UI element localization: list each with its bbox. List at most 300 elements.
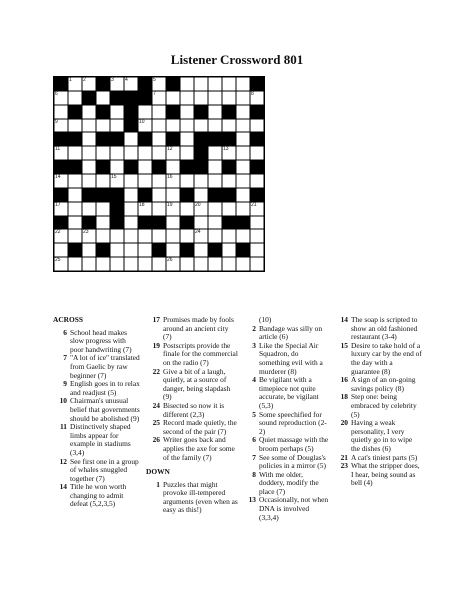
grid-cell[interactable] bbox=[236, 91, 250, 105]
grid-cell[interactable] bbox=[208, 119, 222, 133]
clue-item bbox=[334, 419, 422, 453]
grid-cell[interactable] bbox=[194, 243, 208, 257]
grid-cell[interactable] bbox=[222, 146, 236, 160]
grid-cell[interactable] bbox=[166, 229, 180, 243]
clue-item-number: 16 bbox=[340, 375, 348, 385]
black-square bbox=[110, 91, 124, 105]
clue-item bbox=[53, 458, 141, 484]
grid-cell[interactable] bbox=[236, 257, 250, 271]
clue-item-text: "A lot of ice" translated from Gaelic by raw beginner (7) bbox=[70, 353, 140, 380]
grid-cell[interactable] bbox=[222, 202, 236, 216]
black-square bbox=[124, 91, 138, 105]
grid-cell[interactable] bbox=[68, 174, 82, 188]
black-square bbox=[152, 243, 166, 257]
black-square bbox=[138, 216, 152, 230]
grid-cell[interactable] bbox=[124, 229, 138, 243]
grid-cell[interactable] bbox=[180, 119, 194, 133]
black-square bbox=[138, 91, 152, 105]
grid-cell[interactable] bbox=[110, 174, 124, 188]
clue-item-number: 14 bbox=[340, 315, 348, 324]
clue-number: 7 bbox=[153, 90, 156, 97]
grid-cell[interactable] bbox=[138, 160, 152, 174]
grid-cell[interactable] bbox=[236, 132, 250, 146]
clue-number: 22 bbox=[55, 229, 61, 236]
grid-cell[interactable] bbox=[96, 216, 110, 230]
clue-item-text: Desire to take hold of a luxury car by the end of the day with a guarantee (8) bbox=[351, 340, 422, 376]
clue-column-3 bbox=[242, 316, 330, 522]
grid-cell[interactable] bbox=[180, 77, 194, 91]
clue-item-text: What the stripper does, I hear, being sound as bell (4) bbox=[351, 461, 420, 488]
clue-item-number: 6 bbox=[63, 327, 67, 337]
clue-item-text: See first one in a group of whales snuggled together (7) bbox=[70, 456, 139, 483]
black-square bbox=[110, 202, 124, 216]
grid-cell[interactable] bbox=[138, 146, 152, 160]
grid-cell[interactable] bbox=[124, 146, 138, 160]
black-square bbox=[54, 77, 68, 91]
clue-number: 9 bbox=[55, 118, 58, 125]
black-square bbox=[138, 77, 152, 91]
clue-item-text: Chairman's unusual belief that governments should be abolished (9) bbox=[70, 396, 140, 423]
black-square bbox=[82, 91, 96, 105]
grid-cell[interactable] bbox=[96, 91, 110, 105]
grid-cell[interactable] bbox=[96, 119, 110, 133]
clue-item-number: 10 bbox=[59, 396, 67, 406]
clue-number: 23 bbox=[83, 229, 89, 236]
grid-cell[interactable] bbox=[250, 229, 264, 243]
clue-item-number: 6 bbox=[252, 435, 256, 445]
clue-item-text: Bandage was silly on article (6) bbox=[259, 323, 323, 342]
clue-item bbox=[146, 436, 238, 462]
grid-cell[interactable] bbox=[166, 91, 180, 105]
grid-cell[interactable] bbox=[236, 229, 250, 243]
clue-number: 21 bbox=[251, 201, 257, 208]
black-square bbox=[110, 132, 124, 146]
grid-cell[interactable] bbox=[82, 146, 96, 160]
clue-item bbox=[53, 483, 141, 509]
grid-cell[interactable] bbox=[110, 229, 124, 243]
black-square bbox=[250, 188, 264, 202]
grid-cell[interactable] bbox=[250, 91, 264, 105]
clue-item-text: Bisected so now it is different (2,3) bbox=[163, 400, 225, 419]
grid-cell[interactable] bbox=[138, 243, 152, 257]
clue-number: 10 bbox=[139, 118, 145, 125]
clue-item-text: Record made quietly, the second of the pair (7) bbox=[163, 418, 237, 436]
grid-cell[interactable] bbox=[124, 243, 138, 257]
clue-column-1 bbox=[53, 316, 141, 509]
grid-cell[interactable] bbox=[180, 257, 194, 271]
grid-cell[interactable] bbox=[152, 229, 166, 243]
black-square bbox=[222, 160, 236, 174]
clue-item bbox=[334, 462, 422, 488]
grid-cell[interactable] bbox=[152, 188, 166, 202]
grid-cell[interactable] bbox=[124, 77, 138, 91]
grid-cell[interactable] bbox=[152, 257, 166, 271]
clue-item-text: A sign of an on-going savings policy (8) bbox=[351, 375, 416, 393]
clue-item bbox=[334, 316, 422, 342]
clue-item-number: 8 bbox=[252, 469, 256, 479]
grid-cell[interactable] bbox=[236, 119, 250, 133]
clue-number: 17 bbox=[55, 201, 61, 208]
clue-item-text: The soap is scripted to show an old fashioned restaurant (3-4) bbox=[351, 315, 418, 342]
grid-cell[interactable] bbox=[180, 229, 194, 243]
grid-cell[interactable] bbox=[250, 119, 264, 133]
black-square bbox=[194, 146, 208, 160]
grid-cell[interactable] bbox=[222, 119, 236, 133]
grid-cell[interactable] bbox=[152, 105, 166, 119]
clue-item-number: 26 bbox=[152, 435, 160, 445]
black-square bbox=[194, 132, 208, 146]
grid-cell[interactable] bbox=[236, 202, 250, 216]
grid-cell[interactable] bbox=[236, 188, 250, 202]
black-square bbox=[208, 132, 222, 146]
grid-cell[interactable] bbox=[68, 77, 82, 91]
clue-item bbox=[242, 342, 330, 376]
grid-cell[interactable] bbox=[180, 146, 194, 160]
black-square bbox=[194, 105, 208, 119]
grid-cell[interactable] bbox=[82, 132, 96, 146]
grid-cell[interactable] bbox=[54, 105, 68, 119]
clue-item bbox=[242, 376, 330, 410]
grid-cell[interactable] bbox=[152, 77, 166, 91]
grid-cell[interactable] bbox=[124, 132, 138, 146]
grid-cell[interactable] bbox=[166, 160, 180, 174]
clue-item bbox=[146, 481, 238, 515]
clue-number: 8 bbox=[251, 90, 254, 97]
clue-item-text: With me older, doddery, modify the place (7) bbox=[259, 469, 319, 496]
clue-item-number: 9 bbox=[63, 379, 67, 389]
clue-item bbox=[53, 397, 141, 423]
grid-cell[interactable] bbox=[110, 105, 124, 119]
across-heading: ACROSS bbox=[53, 315, 83, 324]
grid-cell[interactable] bbox=[82, 257, 96, 271]
clue-number: 11 bbox=[55, 146, 61, 153]
grid-cell[interactable] bbox=[124, 202, 138, 216]
grid-cell[interactable] bbox=[138, 105, 152, 119]
clue-item bbox=[242, 496, 330, 522]
clue-item-text: Postscripts provide the finale for the commercial on the radio (7) bbox=[163, 340, 238, 367]
clue-number: 24 bbox=[195, 229, 201, 236]
grid-cell[interactable] bbox=[194, 91, 208, 105]
grid-cell[interactable] bbox=[54, 202, 68, 216]
grid-cell[interactable] bbox=[152, 174, 166, 188]
page-title: Listener Crossword 801 bbox=[170, 52, 304, 67]
clue-number: 6 bbox=[55, 90, 58, 97]
clue-number: 3 bbox=[111, 77, 114, 83]
grid-cell[interactable] bbox=[166, 146, 180, 160]
grid-cell[interactable] bbox=[250, 146, 264, 160]
clue-number: 13 bbox=[223, 146, 229, 153]
clue-item bbox=[242, 325, 330, 342]
black-square bbox=[54, 132, 68, 146]
clue-continuation: (10) bbox=[259, 315, 272, 324]
clue-item bbox=[242, 471, 330, 497]
grid-cell[interactable] bbox=[82, 119, 96, 133]
grid-cell[interactable] bbox=[236, 77, 250, 91]
grid-cell[interactable] bbox=[250, 216, 264, 230]
clue-number: 5 bbox=[153, 77, 156, 83]
black-square bbox=[166, 77, 180, 91]
black-square bbox=[180, 160, 194, 174]
grid-cell[interactable] bbox=[110, 77, 124, 91]
grid-cell[interactable] bbox=[250, 243, 264, 257]
grid-cell[interactable] bbox=[194, 77, 208, 91]
grid-cell[interactable] bbox=[222, 77, 236, 91]
grid-cell[interactable] bbox=[166, 174, 180, 188]
clue-number: 1 bbox=[69, 77, 72, 83]
grid-cell[interactable] bbox=[68, 188, 82, 202]
grid-cell[interactable] bbox=[180, 132, 194, 146]
grid-cell[interactable] bbox=[152, 202, 166, 216]
clue-item bbox=[146, 402, 238, 419]
black-square bbox=[166, 105, 180, 119]
clue-item-number: 25 bbox=[152, 418, 160, 428]
black-square bbox=[152, 160, 166, 174]
grid-cell[interactable] bbox=[82, 202, 96, 216]
clue-item-text: English goes in to relax and readjust (5) bbox=[70, 379, 140, 397]
black-square bbox=[194, 160, 208, 174]
clue-item-number: 18 bbox=[340, 392, 348, 402]
down-heading: DOWN bbox=[146, 467, 170, 477]
clue-item-text: Promises made by fools around an ancient city (7) bbox=[163, 315, 234, 342]
clue-item-number: 12 bbox=[59, 456, 67, 466]
clue-number: 12 bbox=[167, 146, 173, 153]
grid-cell[interactable] bbox=[194, 119, 208, 133]
grid-cell[interactable] bbox=[96, 229, 110, 243]
grid-cell[interactable] bbox=[208, 202, 222, 216]
grid-cell[interactable] bbox=[236, 174, 250, 188]
grid-cell[interactable] bbox=[54, 91, 68, 105]
black-square bbox=[68, 243, 82, 257]
black-square bbox=[96, 105, 110, 119]
grid-cell[interactable] bbox=[180, 174, 194, 188]
grid-cell[interactable] bbox=[68, 202, 82, 216]
clue-item-text: Distinctively shaped limbs appear for example in stadiums (3,4) bbox=[70, 422, 131, 457]
black-square bbox=[222, 105, 236, 119]
black-square bbox=[236, 216, 250, 230]
grid-cell[interactable] bbox=[236, 160, 250, 174]
grid-cell[interactable] bbox=[110, 160, 124, 174]
grid-cell[interactable] bbox=[194, 188, 208, 202]
grid-cell[interactable] bbox=[208, 77, 222, 91]
grid-cell[interactable] bbox=[96, 257, 110, 271]
clue-item bbox=[53, 423, 141, 457]
black-square bbox=[250, 77, 264, 91]
clue-item-number: 24 bbox=[152, 400, 160, 410]
grid-cell[interactable] bbox=[222, 91, 236, 105]
black-square bbox=[82, 188, 96, 202]
clue-item bbox=[242, 436, 330, 453]
grid-cell[interactable] bbox=[82, 105, 96, 119]
grid-cell[interactable] bbox=[208, 174, 222, 188]
grid-cell[interactable] bbox=[68, 146, 82, 160]
clue-item-number: 23 bbox=[340, 461, 348, 471]
black-square bbox=[54, 160, 68, 174]
black-square bbox=[180, 243, 194, 257]
clue-item-number: 4 bbox=[252, 375, 256, 385]
black-square bbox=[110, 216, 124, 230]
black-square bbox=[166, 132, 180, 146]
grid-cell[interactable] bbox=[194, 174, 208, 188]
clue-item-number: 13 bbox=[248, 495, 256, 505]
crossword-grid bbox=[53, 76, 265, 272]
clue-number: 25 bbox=[55, 257, 61, 264]
grid-cell[interactable] bbox=[96, 174, 110, 188]
grid-cell[interactable] bbox=[222, 257, 236, 271]
clue-number: 14 bbox=[55, 173, 61, 180]
clue-number: 15 bbox=[111, 173, 117, 180]
grid-cell[interactable] bbox=[166, 188, 180, 202]
clue-item-number: 3 bbox=[252, 340, 256, 350]
grid-cell[interactable] bbox=[138, 257, 152, 271]
grid-cell[interactable] bbox=[194, 202, 208, 216]
black-square bbox=[124, 119, 138, 133]
grid-cell[interactable] bbox=[152, 91, 166, 105]
grid-cell[interactable] bbox=[68, 91, 82, 105]
grid-cell[interactable] bbox=[124, 188, 138, 202]
clue-item-text: Give a bit of a laugh, quietly, at a source of danger, being slapdash (9) bbox=[163, 366, 231, 402]
grid-cell[interactable] bbox=[194, 216, 208, 230]
grid-cell[interactable] bbox=[180, 202, 194, 216]
grid-cell[interactable] bbox=[152, 132, 166, 146]
grid-cell[interactable] bbox=[68, 257, 82, 271]
black-square bbox=[236, 243, 250, 257]
black-square bbox=[250, 105, 264, 119]
grid-cell[interactable] bbox=[166, 243, 180, 257]
grid-cell[interactable] bbox=[250, 202, 264, 216]
grid-cell[interactable] bbox=[166, 202, 180, 216]
grid-cell[interactable] bbox=[250, 257, 264, 271]
grid-cell[interactable] bbox=[208, 91, 222, 105]
grid-cell[interactable] bbox=[222, 243, 236, 257]
grid-cell[interactable] bbox=[208, 160, 222, 174]
clue-number: 20 bbox=[195, 201, 201, 208]
grid-cell[interactable] bbox=[54, 174, 68, 188]
black-square bbox=[124, 160, 138, 174]
grid-cell[interactable] bbox=[194, 229, 208, 243]
clue-item-number: 22 bbox=[152, 366, 160, 376]
clue-number: 18 bbox=[139, 201, 145, 208]
black-square bbox=[208, 243, 222, 257]
grid-cell[interactable] bbox=[152, 119, 166, 133]
clue-number: 2 bbox=[83, 77, 86, 83]
grid-cell[interactable] bbox=[152, 146, 166, 160]
black-square bbox=[96, 243, 110, 257]
black-square bbox=[68, 132, 82, 146]
black-square bbox=[54, 188, 68, 202]
clue-item-text: Writer goes back and applies the axe for some of the family (7) bbox=[163, 435, 235, 462]
black-square bbox=[68, 160, 82, 174]
grid-cell[interactable] bbox=[208, 105, 222, 119]
grid-cell[interactable] bbox=[194, 257, 208, 271]
grid-cell[interactable] bbox=[96, 146, 110, 160]
clue-item bbox=[53, 380, 141, 397]
grid-cell[interactable] bbox=[110, 257, 124, 271]
clue-item-number: 14 bbox=[59, 482, 67, 492]
clue-item-text: Like the Special Air Squadron, do something evil with a murderer (8) bbox=[259, 340, 323, 376]
grid-cell[interactable] bbox=[68, 216, 82, 230]
grid-cell[interactable] bbox=[54, 229, 68, 243]
grid-cell[interactable] bbox=[250, 174, 264, 188]
black-square bbox=[250, 132, 264, 146]
grid-cell[interactable] bbox=[138, 174, 152, 188]
grid-cell[interactable] bbox=[166, 119, 180, 133]
grid-cell[interactable] bbox=[82, 229, 96, 243]
grid-cell[interactable] bbox=[208, 229, 222, 243]
grid-cell[interactable] bbox=[124, 257, 138, 271]
grid-cell[interactable] bbox=[82, 243, 96, 257]
grid-cell[interactable] bbox=[138, 229, 152, 243]
grid-cell[interactable] bbox=[138, 119, 152, 133]
black-square bbox=[250, 160, 264, 174]
grid-cell[interactable] bbox=[54, 243, 68, 257]
grid-cell[interactable] bbox=[124, 216, 138, 230]
grid-cell[interactable] bbox=[82, 160, 96, 174]
grid-cell[interactable] bbox=[180, 105, 194, 119]
grid-cell[interactable] bbox=[96, 202, 110, 216]
black-square bbox=[222, 132, 236, 146]
grid-cell[interactable] bbox=[180, 91, 194, 105]
clue-number: 26 bbox=[167, 257, 173, 264]
grid-cell[interactable] bbox=[236, 146, 250, 160]
black-square bbox=[138, 188, 152, 202]
black-square bbox=[96, 188, 110, 202]
clue-item-number: 7 bbox=[63, 353, 67, 363]
grid-cell[interactable] bbox=[236, 105, 250, 119]
black-square bbox=[110, 188, 124, 202]
grid-cell[interactable] bbox=[166, 216, 180, 230]
clue-item-number: 20 bbox=[340, 418, 348, 428]
black-square bbox=[180, 216, 194, 230]
clue-item bbox=[53, 354, 141, 380]
black-square bbox=[222, 188, 236, 202]
black-square bbox=[124, 105, 138, 119]
grid-cell[interactable] bbox=[222, 174, 236, 188]
clue-item-number: 7 bbox=[252, 452, 256, 462]
clue-item-number: 15 bbox=[340, 340, 348, 350]
grid-cell[interactable] bbox=[208, 146, 222, 160]
grid-cell[interactable] bbox=[68, 229, 82, 243]
grid-cell[interactable] bbox=[208, 216, 222, 230]
grid-cell[interactable] bbox=[82, 174, 96, 188]
grid-cell[interactable] bbox=[110, 146, 124, 160]
clue-item-number: 2 bbox=[252, 323, 256, 333]
grid-cell[interactable] bbox=[124, 174, 138, 188]
clue-item bbox=[146, 368, 238, 402]
grid-cell[interactable] bbox=[110, 119, 124, 133]
grid-cell[interactable] bbox=[208, 257, 222, 271]
clue-item-number: 5 bbox=[252, 409, 256, 419]
black-square bbox=[96, 132, 110, 146]
grid-cell[interactable] bbox=[110, 243, 124, 257]
clue-item bbox=[334, 342, 422, 376]
black-square bbox=[180, 188, 194, 202]
black-square bbox=[96, 160, 110, 174]
clue-item bbox=[242, 454, 330, 471]
grid-cell[interactable] bbox=[82, 77, 96, 91]
clue-item bbox=[334, 393, 422, 419]
grid-cell[interactable] bbox=[166, 257, 180, 271]
grid-cell[interactable] bbox=[54, 146, 68, 160]
grid-cell[interactable] bbox=[138, 202, 152, 216]
grid-cell[interactable] bbox=[68, 119, 82, 133]
clue-item bbox=[242, 411, 330, 437]
grid-cell[interactable] bbox=[54, 257, 68, 271]
clue-item-number: 21 bbox=[340, 452, 348, 462]
clue-item-text: Step one: being embraced by celebrity (5) bbox=[351, 392, 417, 419]
grid-cell[interactable] bbox=[54, 119, 68, 133]
grid-cell[interactable] bbox=[222, 229, 236, 243]
clue-item bbox=[334, 376, 422, 393]
